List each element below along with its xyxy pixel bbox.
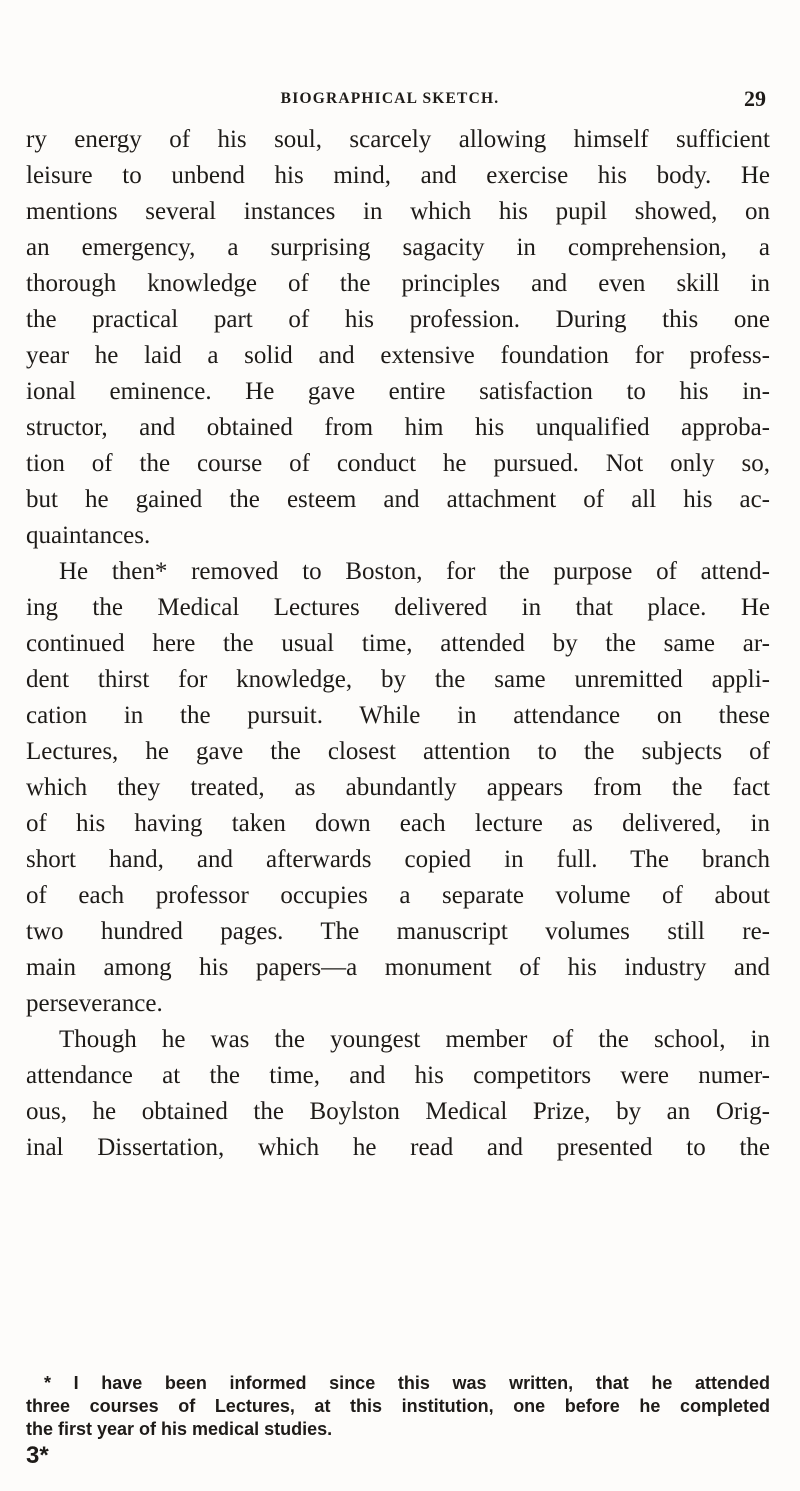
footnote-line: three courses of Lectures, at this institution, one before he completed: [26, 1396, 770, 1416]
text-line: continued here the usual time, attended by the same ar-: [26, 630, 770, 657]
text-line: mentions several instances in which his pupil showed, on: [26, 198, 770, 225]
text-line: thorough knowledge of the principles and even skill in: [26, 270, 770, 297]
text-line: leisure to unbend his mind, and exercise his body. He: [26, 162, 770, 189]
text-line: ous, he obtained the Boylston Medical Prize, by an Orig-: [26, 1098, 770, 1125]
footnote-line: * I have been informed since this was written, that he attended: [44, 1373, 770, 1393]
text-line: ional eminence. He gave entire satisfaction to his in-: [26, 378, 770, 405]
text-line: two hundred pages. The manuscript volumes still re-: [26, 918, 770, 945]
text-line: ing the Medical Lectures delivered in that place. He: [26, 594, 770, 621]
text-line: year he laid a solid and extensive foundation for profess-: [26, 342, 770, 369]
running-head: [0, 86, 800, 110]
text-line: but he gained the esteem and attachment of all his ac-: [26, 486, 770, 513]
text-line: attendance at the time, and his competitors were numer-: [26, 1062, 770, 1089]
text-line: which they treated, as abundantly appears from the fact: [26, 774, 770, 801]
page-number: 29: [744, 86, 766, 111]
text-line: Though he was the youngest member of the school, in: [59, 1026, 770, 1053]
text-line: an emergency, a surprising sagacity in comprehension, a: [26, 234, 770, 261]
text-line: short hand, and afterwards copied in full. The branch: [26, 846, 770, 873]
text-line: inal Dissertation, which he read and presented to the: [26, 1134, 770, 1161]
text-line: quaintances.: [26, 522, 151, 549]
text-line: structor, and obtained from him his unqualified approba-: [26, 414, 770, 441]
text-line: of his having taken down each lecture as delivered, in: [26, 810, 770, 837]
footnote: [26, 1372, 770, 1441]
text-line: Lectures, he gave the closest attention to the subjects of: [26, 738, 770, 765]
running-title: BIOGRAPHICAL SKETCH.: [280, 90, 500, 107]
footnote-line: the first year of his medical studies.: [26, 1419, 333, 1439]
text-line: dent thirst for knowledge, by the same unremitted appli-: [26, 666, 770, 693]
text-line: He then* removed to Boston, for the purpose of attend-: [59, 558, 770, 585]
text-line: of each professor occupies a separate volume of about: [26, 882, 770, 909]
text-line: ry energy of his soul, scarcely allowing himself sufficient: [26, 126, 770, 153]
text-line: main among his papers—a monument of his industry and: [26, 954, 770, 981]
text-line: tion of the course of conduct he pursued. Not only so,: [26, 450, 770, 477]
text-line: cation in the pursuit. While in attendance on these: [26, 702, 770, 729]
signature-mark: 3*: [26, 1442, 49, 1469]
body-text: [26, 122, 770, 1166]
text-line: perseverance.: [26, 990, 163, 1017]
text-line: the practical part of his profession. During this one: [26, 306, 770, 333]
